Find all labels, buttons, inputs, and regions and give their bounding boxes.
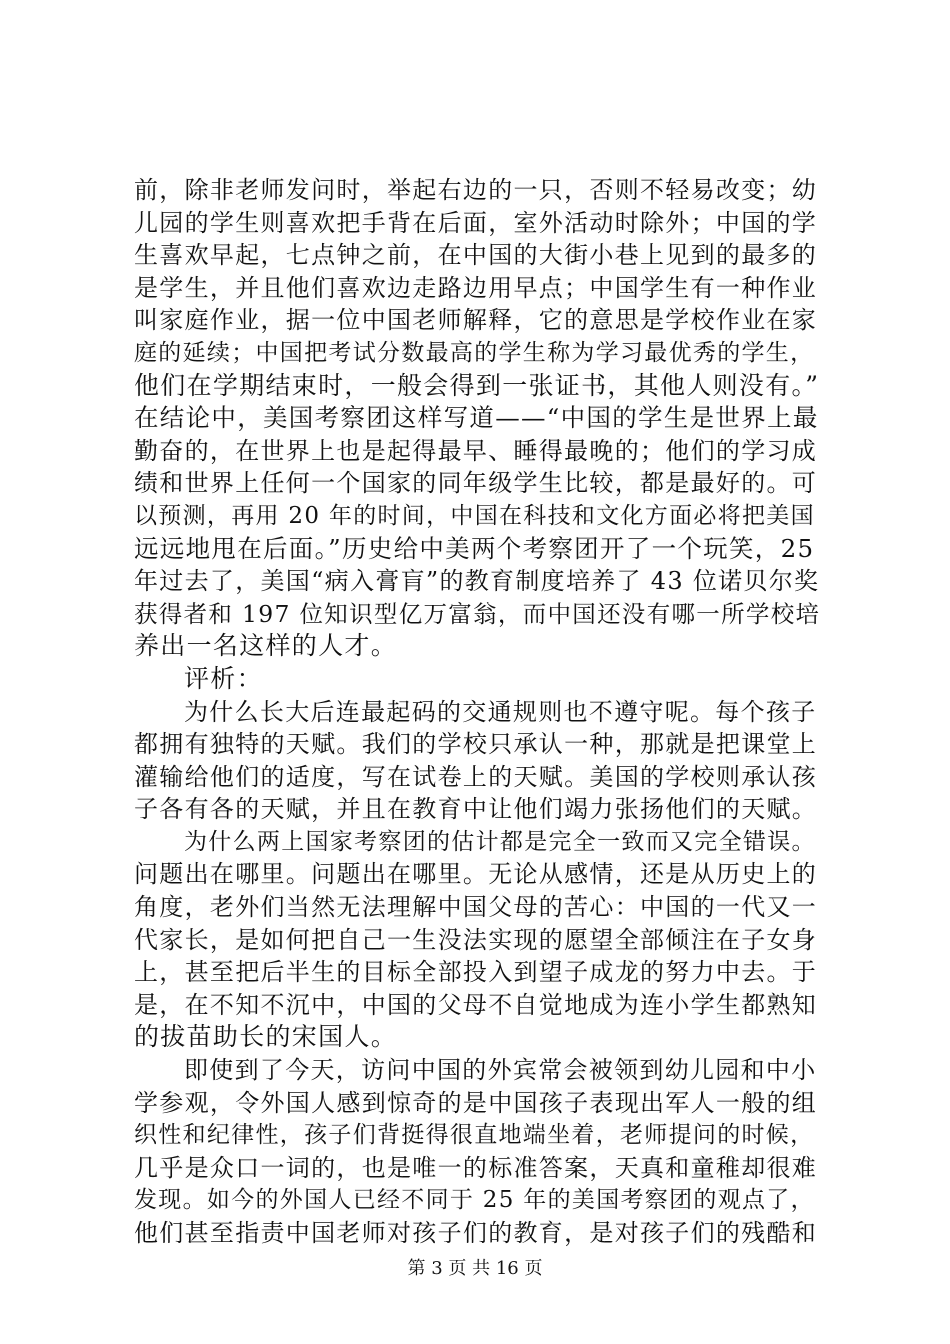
- text-line: 都拥有独特的天赋。我们的学校只承认一种，那就是把课堂上: [134, 730, 818, 759]
- paragraph-start-line: 为什么长大后连最起码的交通规则也不遵守呢。每个孩子: [184, 697, 817, 726]
- text-line: 以预测，再用 20 年的时间，中国在科技和文化方面必将把美国: [134, 502, 815, 529]
- text-line: 的拔苗助长的宋国人。: [134, 1022, 398, 1052]
- text-line: 养出一名这样的人才。: [134, 631, 398, 661]
- text-line: 织性和纪律性，孩子们背挺得很直地端坐着，老师提问的时候，: [134, 1122, 815, 1149]
- text-line: 远远地甩在后面。”历史给中美两个考察团开了一个玩笑，25: [134, 533, 815, 563]
- page-footer: 第 3 页 共 16 页: [407, 1258, 543, 1279]
- text-line: 灌输给他们的适度，写在试卷上的天赋。美国的学校则承认孩: [134, 762, 818, 791]
- text-line: 上，甚至把后半生的目标全部投入到望子成龙的努力中去。于: [134, 958, 818, 987]
- text-line: 年过去了，美国“病入膏肓”的教育制度培养了 43 位诺贝尔奖: [134, 567, 820, 596]
- text-line: 是，在不知不沉中，中国的父母不自觉地成为连小学生都熟知: [134, 990, 818, 1019]
- paragraph-start-line: 为什么两上国家考察团的估计都是完全一致而又完全错误。: [184, 828, 816, 855]
- text-line: 绩和世界上任何一个国家的同年级学生比较，都是最好的。可: [134, 469, 818, 498]
- text-line: 勤奋的，在世界上也是起得最早、睡得最晚的；他们的学习成: [134, 436, 818, 465]
- text-line: 问题出在哪里。问题出在哪里。无论从感情，还是从历史上的: [134, 860, 818, 889]
- text-line: 子各有各的天赋，并且在教育中让他们竭力张扬他们的天赋。: [134, 795, 818, 824]
- text-line: 代家长，是如何把自己一生没法实现的愿望全部倾注在子女身: [134, 925, 818, 954]
- paragraph-start-line: 即使到了今天，访问中国的外宾常会被领到幼儿园和中小: [184, 1056, 817, 1085]
- text-line: 是学生，并且他们喜欢边走路边用早点；中国学生有一种作业: [134, 273, 818, 302]
- text-line: 叫家庭作业，据一位中国老师解释，它的意思是学校作业在家: [134, 306, 818, 335]
- text-line: 在结论中，美国考察团这样写道——“中国的学生是世界上最: [134, 403, 819, 433]
- text-line: 获得者和 197 位知识型亿万富翁，而中国还没有哪一所学校培: [134, 599, 821, 628]
- text-line: 前，除非老师发问时，举起右边的一只，否则不轻易改变；幼: [134, 176, 818, 204]
- text-line: 学参观，令外国人感到惊奇的是中国孩子表现出军人一般的组: [134, 1088, 818, 1117]
- text-line: 他们甚至指责中国老师对孩子们的教育，是对孩子们的残酷和: [134, 1219, 818, 1247]
- text-line: 角度，老外们当然无法理解中国父母的苦心：中国的一代又一: [134, 893, 818, 922]
- section-heading-analysis: 评析：: [184, 663, 263, 693]
- text-line: 庭的延续；中国把考试分数最高的学生称为学习最优秀的学生，: [134, 339, 815, 366]
- text-line: 儿园的学生则喜欢把手背在后面，室外活动时除外；中国的学: [134, 208, 818, 237]
- text-line: 他们在学期结束时，一般会得到一张证书，其他人则没有。”: [134, 370, 820, 400]
- text-line: 生喜欢早起，七点钟之前，在中国的大街小巷上见到的最多的: [134, 241, 818, 270]
- body-text: [134, 174, 824, 1250]
- text-line: 发现。如今的外国人已经不同于 25 年的美国考察团的观点了，: [134, 1187, 815, 1214]
- text-line: 几乎是众口一词的，也是唯一的标准答案，天真和童稚却很难: [134, 1153, 818, 1182]
